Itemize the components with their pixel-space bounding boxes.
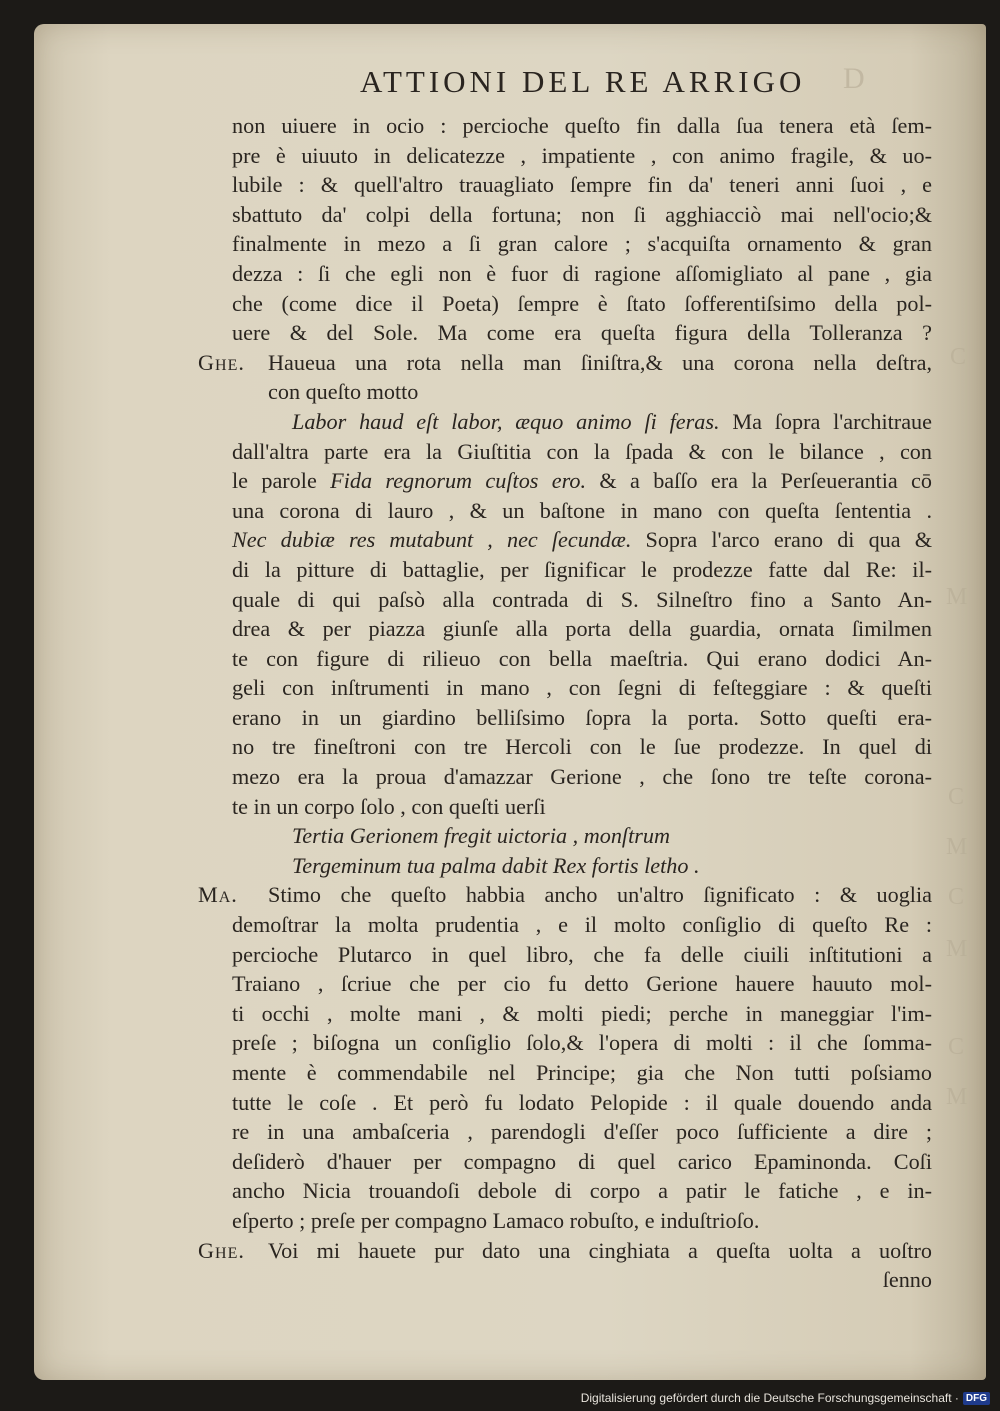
line-text: una corona di lauro , & un baſtone in mano con queſta ſententia .	[232, 497, 932, 523]
text-line	[232, 407, 932, 437]
line-text: drea & per piazza giunſe alla porta della guardia, ornata ſimilmen	[232, 616, 932, 642]
line-text: con queſto motto	[268, 379, 419, 405]
text-line	[232, 437, 932, 467]
bleed-through: M	[946, 936, 968, 962]
text-line	[232, 1176, 932, 1206]
text-line	[232, 644, 932, 674]
line-text: mezo era la proua d'amazzar Gerione , che ſono tre teſte corona-	[232, 764, 932, 790]
text-line	[232, 1206, 932, 1236]
line-text: dall'altra parte era la Giuſtitia con la ſpada & con le bilance , con	[232, 438, 932, 464]
line-text: te in un corpo ſolo , con queſti uerſi	[232, 793, 546, 819]
bleed-through: C	[948, 884, 965, 910]
bleed-through: C	[948, 1034, 965, 1060]
latin-motto: Tertia Gerionem fregit uictoria , monſtrum	[292, 823, 671, 849]
text-line	[232, 732, 932, 762]
text-line	[232, 496, 932, 526]
line-text: Voi mi hauete pur dato una cinghiata a queſta uolta a uoſtro	[268, 1237, 932, 1263]
line-text: re in una ambaſceria , parendogli d'eſſer poco ſufficiente a dire ;	[232, 1119, 932, 1145]
page-body-text	[198, 111, 932, 1295]
bleed-through: M	[946, 584, 968, 610]
line-text: ti occhi , molte mani , & molti piedi; perche in maneggiar l'im-	[232, 1000, 932, 1026]
dfg-logo-icon: DFG	[963, 1392, 990, 1405]
line-text: che (come dice il Poeta) ſempre è ſtato ſofferentiſsimo della pol-	[232, 290, 932, 316]
line-text: geli con inſtrumenti in mano , con ſegni di feſteggiare : & queſti	[232, 675, 932, 701]
text-line	[232, 289, 932, 319]
latin-motto: Fida regnorum cuſtos ero.	[330, 468, 587, 494]
speaker-label: Ghe.	[198, 1237, 245, 1263]
text-line	[232, 821, 932, 851]
text-line	[198, 1236, 932, 1266]
speaker-label: Ghe.	[198, 349, 245, 375]
latin-motto: Labor haud eſt labor, æquo animo ſi feras.	[292, 408, 720, 434]
text-line	[232, 1117, 932, 1147]
line-text: pre è uiuuto in delicatezze , impatiente , con animo fragile, & uo-	[232, 142, 932, 168]
line-text: no tre fineſtroni con tre Hercoli con le ſue prodezze. In quel di	[232, 734, 932, 760]
line-text: lubile : & quell'altro trauagliato ſempre fin da' teneri anni ſuoi , e	[232, 172, 932, 198]
text-line	[232, 170, 932, 200]
text-line	[232, 377, 932, 407]
footer-credit: Digitalisierung gefördert durch die Deutsche Forschungsgemeinschaft ·	[580, 1391, 959, 1405]
line-text: mente è commendabile nel Principe; gia che Non tutti poſsiamo	[232, 1060, 932, 1085]
line-text: le parole	[232, 468, 331, 494]
line-text: dezza : ſi che egli non è fuor di ragione aſſomigliato al pane , gia	[232, 260, 932, 286]
text-line	[232, 969, 932, 999]
line-text: & a baſſo era la Perſeuerantia cō	[586, 468, 932, 494]
line-text: di la pitture di battaglie, per ſignificar le prodezze fatte dal Re: il-	[232, 556, 932, 582]
latin-motto: Tergeminum tua palma dabit Rex fortis letho .	[292, 852, 700, 878]
line-text: percioche Plutarco in quel libro, che fa delle ciuili inſtitutioni a	[232, 941, 932, 967]
text-line	[232, 910, 932, 940]
line-text: non uiuere in ocio : percioche queſto fin dalla ſua tenera età ſem-	[232, 113, 932, 138]
text-line	[232, 1088, 932, 1118]
text-line	[198, 880, 932, 910]
text-line	[232, 1058, 932, 1088]
text-line	[232, 851, 932, 881]
line-text: sbattuto da' colpi della fortuna; non ſi agghiacciò mai nell'ocio;&	[232, 201, 932, 227]
text-line	[232, 703, 932, 733]
bleed-through-mark: D	[843, 62, 865, 95]
running-head: ATTIONI DEL RE ARRIGO	[360, 64, 806, 99]
text-line	[232, 525, 932, 555]
line-text: ſenno	[882, 1267, 932, 1293]
text-line	[232, 1147, 932, 1177]
digitization-footer	[581, 1391, 990, 1405]
text-line	[232, 200, 932, 230]
text-line	[232, 673, 932, 703]
line-text: te con figure di rilieuo con bella maeſtria. Qui erano dodici An-	[232, 645, 932, 671]
text-line	[232, 1028, 932, 1058]
speaker-label: Ma.	[198, 882, 238, 908]
text-line	[232, 762, 932, 792]
line-text: quale di qui paſsò alla contrada di S. Silneſtro fino a Santo An-	[232, 586, 932, 612]
text-line	[232, 792, 932, 822]
text-line	[232, 585, 932, 615]
bleed-through: C	[948, 784, 965, 810]
text-line	[232, 318, 932, 348]
line-text: deſiderò d'hauer per compagno di quel carico Epaminonda. Coſi	[232, 1148, 932, 1174]
line-text: ancho Nicia trouandoſi debole di corpo a patir le fatiche , e in-	[232, 1178, 932, 1204]
line-text: preſe ; biſogna un conſiglio ſolo,& l'opera di molti : il che ſomma-	[232, 1030, 932, 1056]
text-line	[232, 1265, 932, 1295]
line-text: uere & del Sole. Ma come era queſta figura della Tolleranza ?	[232, 320, 932, 346]
line-text: Sopra l'arco erano di qua &	[631, 527, 932, 553]
text-line	[232, 229, 932, 259]
text-line	[232, 111, 932, 141]
bleed-through: M	[946, 1084, 968, 1110]
text-line	[232, 614, 932, 644]
text-line	[232, 466, 932, 496]
text-line	[232, 940, 932, 970]
text-line	[232, 999, 932, 1029]
line-text: demoſtrar la molta prudentia , e il molto conſiglio di queſto Re :	[232, 912, 932, 938]
text-line	[232, 259, 932, 289]
line-text: finalmente in mezo a ſi gran calore ; s'acquiſta ornamento & gran	[232, 231, 932, 257]
bleed-through: M	[946, 834, 968, 860]
line-text: Stimo che queſto habbia ancho un'altro ſignificato : & uoglia	[268, 882, 932, 908]
line-text: tutte le coſe . Et però fu lodato Pelopide : il quale douendo anda	[232, 1089, 932, 1115]
line-text: eſperto ; preſe per compagno Lamaco robuſto, e induſtrioſo.	[232, 1207, 760, 1233]
latin-motto: Nec dubiæ res mutabunt , nec ſecundæ.	[232, 527, 632, 553]
line-text: Traiano , ſcriue che per cio fu detto Gerione hauere hauuto mol-	[232, 971, 932, 997]
line-text: erano in un giardino belliſsimo ſopra la porta. Sotto queſti era-	[232, 704, 932, 730]
text-line	[198, 348, 932, 378]
bleed-through: C	[950, 344, 967, 370]
text-line	[232, 141, 932, 171]
line-text: Ma ſopra l'architraue	[719, 408, 932, 434]
text-line	[232, 555, 932, 585]
line-text: Haueua una rota nella man ſiniſtra,& una corona nella deſtra,	[268, 349, 932, 375]
